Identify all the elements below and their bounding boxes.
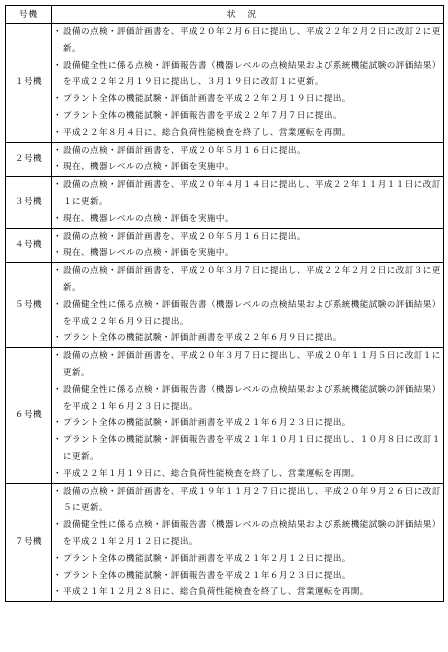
bullet-mark: ・ [53,351,62,362]
unit-status-table [5,5,444,602]
status-text: 設備健全性に係る点検・評価報告書（機器レベルの点検結果および系統機能試験の評価結果）を平成２２年６月９日に提出。 [63,299,441,327]
status-list [52,24,443,142]
bullet-mark: ・ [53,213,62,224]
unit-row [6,263,444,348]
status-list [52,177,443,227]
status-item [52,108,443,125]
unit-status-cell [52,228,444,263]
bullet-mark: ・ [53,145,62,156]
status-list [52,143,443,177]
bullet-mark: ・ [53,110,62,121]
status-text: 平成２２年１月１９日に、総合負荷性能検査を終了し、営業運転を再開。 [63,468,360,479]
unit-status-cell [52,483,444,602]
status-text: 現在、機器レベルの点検・評価を実施中。 [63,213,234,224]
bullet-mark: ・ [53,94,62,105]
status-item [52,297,443,331]
status-text: プラント全体の機能試験・評価報告書を平成２２年７月７日に提出。 [63,110,342,121]
unit-label: ６号機 [6,348,52,483]
unit-status-cell [52,263,444,348]
status-item [52,551,443,568]
status-text: 設備の点検・評価計画書を、平成２０年５月１６日に提出。 [63,145,306,156]
status-text: 設備の点検・評価計画書を、平成２０年２月６日に提出し、平成２２年２月２日に改訂２に更新。 [63,27,441,54]
status-item [52,348,443,382]
bullet-mark: ・ [53,435,62,446]
bullet-mark: ・ [53,266,62,277]
status-column-header: 状況 [52,6,444,24]
bullet-mark: ・ [53,299,62,310]
status-item [52,568,443,585]
unit-status-cell [52,142,444,177]
unit-label: １号機 [6,24,52,143]
bullet-mark: ・ [53,418,62,429]
status-list [52,348,443,482]
status-text: 設備の点検・評価計画書を、平成１９年１１月２７日に提出し、平成２０年９月２６日に改訂５に更新。 [63,486,441,514]
unit-row [6,348,444,483]
bullet-mark: ・ [53,231,62,242]
status-text: 平成２２年８月４日に、総合負荷性能検査を終了し、営業運転を再開。 [63,127,351,138]
bullet-mark: ・ [53,468,62,479]
status-item [52,159,443,176]
bullet-mark: ・ [53,384,62,395]
status-item [52,584,443,601]
bullet-mark: ・ [53,27,62,37]
bullet-mark: ・ [53,553,62,564]
bullet-mark: ・ [53,333,62,344]
bullet-mark: ・ [53,520,62,531]
status-text: 設備の点検・評価計画書を、平成２０年４月１４日に提出し、平成２２年１１月１１日に改訂１に更新。 [63,180,441,207]
status-item [52,432,443,466]
bullet-mark: ・ [53,127,62,138]
status-text: 設備健全性に係る点検・評価報告書（機器レベルの点検結果および系統機能試験の評価結果）を平成２２年２月１９日に提出し、３月１９日に改訂１に更新。 [63,60,441,88]
status-text: プラント全体の機能試験・評価報告書を平成２１年６月２３日に提出。 [63,570,351,581]
unit-row [6,177,444,228]
status-text: 設備の点検・評価計画書を、平成２０年３月７日に提出し、平成２０年１１月５日に改訂１に更新。 [63,351,441,378]
bullet-mark: ・ [53,180,62,191]
status-item [52,517,443,551]
unit-status-cell [52,24,444,143]
unit-label: ４号機 [6,228,52,263]
bullet-mark: ・ [53,60,62,71]
status-text: 現在、機器レベルの点検・評価を実施中。 [63,162,234,173]
status-item [52,382,443,416]
status-text: プラント全体の機能試験・評価計画書を平成２２年２月１９日に提出。 [63,94,351,105]
status-item [52,245,443,262]
status-item [52,484,443,518]
bullet-mark: ・ [53,587,62,598]
status-item [52,91,443,108]
bullet-mark: ・ [53,248,62,259]
status-item [52,24,443,58]
status-text: 平成２１年１２月２８日に、総合負荷性能検査を終了し、営業運転を再開。 [63,587,369,598]
status-text: 設備健全性に係る点検・評価報告書（機器レベルの点検結果および系統機能試験の評価結果）を平成２１年２月１２日に提出。 [63,520,441,547]
unit-label: ２号機 [6,142,52,177]
unit-label: ３号機 [6,177,52,228]
status-item [52,143,443,160]
unit-row [6,24,444,143]
status-item [52,466,443,483]
status-item [52,125,443,142]
status-text: プラント全体の機能試験・評価計画書を平成２１年６月２３日に提出。 [63,418,351,429]
status-item [52,229,443,246]
status-text: 設備の点検・評価計画書を、平成２０年３月７日に提出し、平成２２年２月２日に改訂３に更新。 [63,266,441,293]
unit-row [6,483,444,602]
status-text: プラント全体の機能試験・評価計画書を平成２１年２月１２日に提出。 [63,553,351,564]
unit-label: ７号機 [6,483,52,602]
status-text: 設備の点検・評価計画書を、平成２０年５月１６日に提出。 [63,231,306,242]
bullet-mark: ・ [53,162,62,173]
status-item [52,58,443,92]
status-text: プラント全体の機能試験・評価計画書を平成２２年６月９日に提出。 [63,333,342,344]
bullet-mark: ・ [53,486,62,497]
status-item [52,330,443,347]
status-list [52,263,443,347]
status-text: 設備健全性に係る点検・評価報告書（機器レベルの点検結果および系統機能試験の評価結果）を平成２１年６月２３日に提出。 [63,384,441,412]
unit-column-header: 号機 [6,6,52,24]
bullet-mark: ・ [53,570,62,581]
status-text: プラント全体の機能試験・評価報告書を平成２１年１０月１日に提出し、１０月８日に改訂１に更新。 [63,435,441,462]
unit-row [6,142,444,177]
status-item [52,263,443,297]
unit-status-cell [52,348,444,483]
status-text: 現在、機器レベルの点検・評価を実施中。 [63,248,234,259]
status-list [52,484,443,602]
status-list [52,229,443,263]
unit-row [6,228,444,263]
status-item [52,415,443,432]
status-item [52,211,443,228]
unit-status-cell [52,177,444,228]
unit-label: ５号機 [6,263,52,348]
table-header-row [6,6,444,24]
status-item [52,177,443,211]
